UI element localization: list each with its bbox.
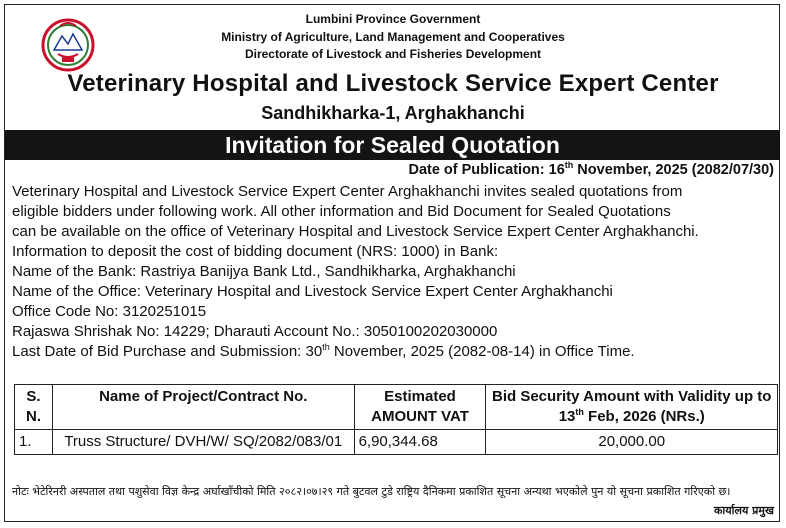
col-project-header: Name of Project/Contract No.: [52, 385, 354, 430]
account-info: Rajaswa Shrishak No: 14229; Dharauti Account No.: 3050100202030000: [12, 323, 498, 340]
body-line: Veterinary Hospital and Livestock Service Expert Center Arghakhanchi invites sealed quotations from: [12, 183, 683, 200]
body-line: eligible bidders under following work. All other information and Bid Document for Sealed Quotations: [12, 203, 671, 220]
signatory: कार्यालय प्रमुख: [713, 504, 774, 517]
org-name: Veterinary Hospital and Livestock Service Expert Center: [67, 70, 719, 97]
last-date: Last Date of Bid Purchase and Submission: 30th November, 2025 (2082-08-14) in Office Time.: [12, 342, 635, 360]
bank-name: Name of the Bank: Rastriya Banijya Bank Ltd., Sandhikharka, Arghakhanchi: [12, 263, 516, 280]
row-sn: 1.: [15, 430, 53, 455]
col-sn-header: S. N.: [15, 385, 53, 430]
org-address: Sandhikharka-1, Arghakhanchi: [261, 103, 525, 123]
project-table: [14, 384, 778, 455]
office-code: Office Code No: 3120251015: [12, 303, 207, 320]
col-amount-header: Estimated AMOUNT VAT: [354, 385, 486, 430]
row-security: 20,000.00: [486, 430, 778, 455]
publication-date: Date of Publication: 16th November, 2025 (2082/07/30): [408, 160, 774, 178]
body-line: can be available on the office of Veterinary Hospital and Livestock Service Expert Center Arghakhanchi.: [12, 223, 699, 240]
table-row: [15, 430, 778, 455]
notice-title-banner: Invitation for Sealed Quotation: [5, 130, 780, 160]
gov-name: Lumbini Province Government: [305, 12, 481, 26]
note-text: नोटः भेटेरिनरी अस्पताल तथा पशुसेवा विज्ञ केन्द्र अर्घाखाँचीको मिति २०८२।०७।२९ गते बुटवल टुडे राष्ट्रिय दैनिकमा प्रकाशित सूचना अन्यथा भएकोले पुन यो सूचना प्रकाशित गरिएको छ।: [12, 485, 731, 498]
col-security-header: Bid Security Amount with Validity up to 13th Feb, 2026 (NRs.): [486, 385, 778, 430]
directorate-name: Directorate of Livestock and Fisheries Development: [244, 47, 542, 61]
row-project-name: Truss Structure/ DVH/W/ SQ/2082/083/01: [52, 430, 354, 455]
notice-body: [12, 182, 778, 362]
row-amount: 6,90,344.68: [354, 430, 486, 455]
body-line: Information to deposit the cost of bidding document (NRS: 1000) in Bank:: [12, 243, 499, 260]
office-name: Name of the Office: Veterinary Hospital and Livestock Service Expert Center Arghakhanchi: [12, 283, 613, 300]
ministry-name: Ministry of Agriculture, Land Management and Cooperatives: [221, 30, 565, 44]
